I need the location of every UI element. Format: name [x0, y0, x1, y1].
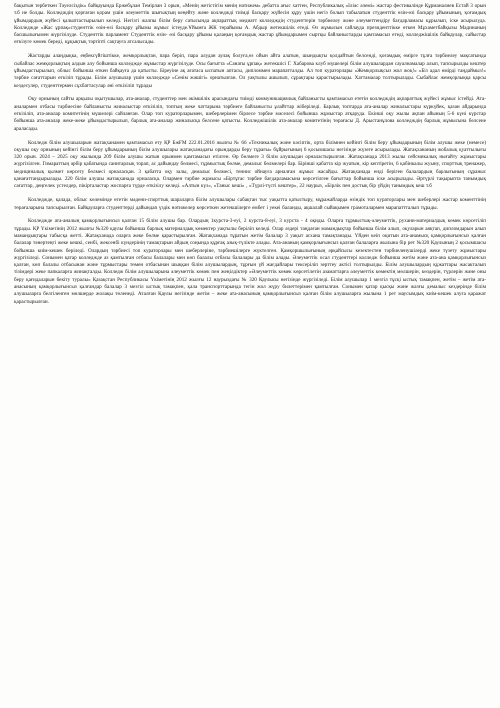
paragraph-5: Колледжде, қалада, облыс көлемінде өтетін мәдени-спорттық шараларға білім алушылары сабақтан тыс уақытта қатыстыру, мұражайларда өзіндік топ кураторлары мен шеберлері жастар коменттінің төрағаларына тапсырылған. Байқауларға студенттерді дайындап үздік нәтижелер көрсеткен жетекшілерге ембет і уекеі баланды, ақшалай сыйақымен грамоталармен марапаттталып тұрады.: [14, 197, 486, 211]
paragraph-3: Оқу орнының сайты арқылы оқытушылар, ата-аналар, студенттер мен әкімшілік арасындағы тиімді коммуникациялық байланысты қамтамасыз ететін колледждің ақпараттық жүйесі жұмыс істейді. Ата-аналармен отбасы тәрбиесіне байланысты жиналыстар өткізіліп, топтың жеке чаттарына тәрбиеге байланысты ұлайттар жіберіледі. Барлық топтарда ата-аналар жиналыстары күркүйек, қазан айдарында өткізіліп, ата-аналар комитетінің мүшелері сайланған. Олар топ кураторларымен, шеберлерімен бірлесе тәрбие мәселесі бойынша жұмыстар атқаруда. Екінші оқу жылы ақпан айының 5-6 күні күрстар бойынша ата-аналар жеке-жеке ұйымдастырылып, барлық ата-аналар жиналысқа белсене қатысты. Колледжішілік ата-аналар комитетінің төрағасы Д. Арыстанұлова колледждің барлық жұмысына белсене араласады.: [14, 96, 486, 132]
paragraph-6: Колледжде ата-аналың қамқорлығынсыз қалған 15 білім алушы бар. Олардың 1курста-3-еуі, 2 курста-8-еуі, 3 курста - 4 оқиды. Оларға тұрмыстық-әлеуметтік, рухани-материалдық көмек көрсетіліп тұрады. ҚР Үкіметінің 2012 жылғы №320 қаулы бойынша барлық материалдық көмектер уақтылы беріліп келеді. Олар әздері таңдаған мамандықтар бойынша білім алып, оқуларын аяқтап, дипломдарын алып мамандықтары табысқа жетті. Жатақханада оларға жеке бөлме қарастырылған. Жатақханада тұратын жетім балалар 3 уақыт асхана тамақтанады. Үйден кеіп оқитын ата-анамысқ қамқорлығынсыз қалған балалар тәнертеңгі жеке кешкі, сенбі, жексенбі күндерінің тамақтарын айдың соңында құрғақ азық-түлікте алады. Ата-ананың қамқорлығынсыз қалған балаларға жылына бір рет №320 Қаулының 2 қосымшасы бойынша киім-кешек беріледі. Олардың тәрбиесі топ кураторлары мен шеберлеріне, тәрбиешілерге жүктелген. Қамқоршылығының әрқайсысы кезектестен тәрбиеленушілерді жеке түзету жұмыстары жүргізіледі. Сонымен қатар колледжде аз қамтылған отбасы балалары мен көп балалы отбасы балалары да білім алады. Әлеуметтік осал студенттері колледж бойынша жетім және ата-ана қамқорлығынсыз қалған, көп балалы отбасынан және тұрмыстары төмен отбасынан шыққан білім алушылардың, тұрғын үй жағдайлары тексеріліп зерттеу актісі толтырылды. Білім алушылардың құжаттары жасакталып тізімдері жеке папкаларға жинақталды. Колледж білім алушыларына әлеуметтік көмек пен жеңілдіктер «Әлеуметтік көмек көрсетілетін азаматтарға әлеуметтік көмектің мөлшерін, көздерін, түрлерін және оны беру қағидаларын бекіту туралы» Қазақстан Республикасы Үкіметінің 2012 жылғы 12 наурыздағы № 320 Қаулысы негізінде жүргізіледі. Білім алушылар 1 мезгіл тұсқі ыстық тамақпен, жетім – жетім ата-анасының қамқорлығынсыз қалғандар балалар 3 мезгіл ыстық тамақпен, қала транспорттарында тегін жол жүру билеттерімен қамтылған. Сонымен қатар қысқы және жазғы демалыс кездерінде білім алушыларға белгіленген мөлшерде жолақы төленеді. Аталған Қаулы негізінде жетім – жеке ата-анасының қамқорлығынсыз қалған білім алушыларға жылына 1 рет маусымдық киім-кешек алуға қаражат қарастырылған.: [14, 218, 486, 305]
paragraph-1: бақытын тербеткен Тәуелсіздік» байқауында Ержебұлан Темірлан 3 орын, «Менің жетістігім менің нәтижем» дебатта ағыс хаттен, Республикалық «Іліәс әлемі» жастар фестивалінде Құрманалиев Естай 3 орын т.б не болды. Колледждің қорғаған қорам үшін әлеуметтік шығықтың кеңейту және колледжді тиімді басқару жүйесін құру үшін негіз болып табылатын студенттік өзін-өзі басқару ұйымының, қоғамдық ұйымдардың жүйесі қалыптастырылып келеді. Негізгі жалпы білім беру сатысында ақпараттық медиатт колледждің студенттерін тәрбиелеу және әлеуметтендіру бағдарламасы құрылып, іске асырылуда. Колледжде «Жас ұрпақ»студенттік өзін-өзі басқару ұйымы жұмыс істеуде.Ұйымға ЖК төрайымы А. Абдыр жетекшілік етеді. Өз жұмысын сайлауда президенттікке өткен Мұхаметбайқызы Мадинаның басшылығымен жүргізілуде. Студенттік парламент Студенттік өзін- өзі басқару ұйымы қалаңың қоғамдық жастар ұйымдарымен сыртқы байланыстарды қамтамасыз етеді, колледжішілік байқаулар, сайыстар өткізуге көмек береді, құқықтық тәртіпті сақтауға атсалысады.: [14, 3, 486, 46]
paragraph-4: Колледж білім алушыларын жатақханамен қамтамасыз ету ҚР БжҒМ 222.01.2016 жылғы № 66 «Техникалық және кәсіптік, орта білімнен кейінгі білім беру ұйымдарының білім алушы жеке (немесе) оқушы оқу орнының кейінгі білім беру ұйымдарының білім алушылары жатақханадағы орындарды беру тұрағы» бұйрығының 6 қосымшасы негізінде жүзеге асырылады. Жатақхананың жобалық қуаттылығы 320 орын. 2024 – 2025 оқу жылында 209 білім алушы жатын орынмен қамтамасыз етілген. Өр бөлмеге 3 білім алушыдан орналастырылған. Жатақханада 2013 жылы сейсмикалық нығайту жұмыстары жүргізілген. Гимараттың әрбір қабатында санитарлық торап, ас дайындау бөлмесі, тұрмыстық бөлме, демалыс бөлмелері бар. Бірінші қабатта кір жуатын, кір кептіретін, 6 қабінкалы жуыну, спорттық тренажер, медициналық қызмет көрсету бөлмесі орналасқан. 3 қабатта оқу залы, демалыс бөлмесі, теннис ойнауға арналған жұмыс жасайды. Жатақханада енді беріген балалардың барлығының сұраныс қанағаттандырылады. 220 білім алушы жатақханада орналасқа. Олармен тәрбие жұмысы «Біртұтас тәрбие бағдарламасына көрсетілген бағыттар бойынша іске асырылады. Әртүрлі тақырыпта танымдық сағаттар, деңгелек үстелдер, пікірталастар жоспарға түрде өткізілу келеді. «Алтын күз», «Таныс кеші» , «Түрлі-түсті кештер», 22 наурыз, «Бірлік пен достық бір үйдің танымдық кеш т.б: [14, 139, 486, 190]
paragraph-2: Жастарды алаңдықка, еңбексүйгіштікке, жемқорлықтан, пара беріп, пара алудан аулақ болуға,өз ойын айта алатын, шындықты қолдайтын белсенді, қоғамдық өмірге тұлға тәрбиелеу мақсатында сыбайлас жемқорлықтың алдын алу бойынша колледжде жұмыстар жүргізілуде. Осы бағытта «Санаты ұрпақ» жетекшісі Г. Хабарова клуб мүшелері білім алушылардан сауалнамалар алып, тапсырылды кештер ұйымдастырылып, облыс бойынша өткен байқауға да қатысты. Біреуіне ақ ағатаса ыспатын аптасы, дипломмен марапатталды. Ал топ кураторлары «Жемқорлықсыз жол жоқ!» «Біз адал өмірді таңдаймыз!» тәрбие сағаттарын өткізіп тұрады. Білім алушылар үшін колледжде «Сенім жәшігі» орнатылған. Ол уақтылы ашылып, сұрақтары қарастырылады. Хаттамалар толтырылады. Сыбайлас жемқорлыққа қарсы кездесулер, студенттермен сұхбаттасулар әні өткізіліп тұрады: [14, 53, 486, 89]
